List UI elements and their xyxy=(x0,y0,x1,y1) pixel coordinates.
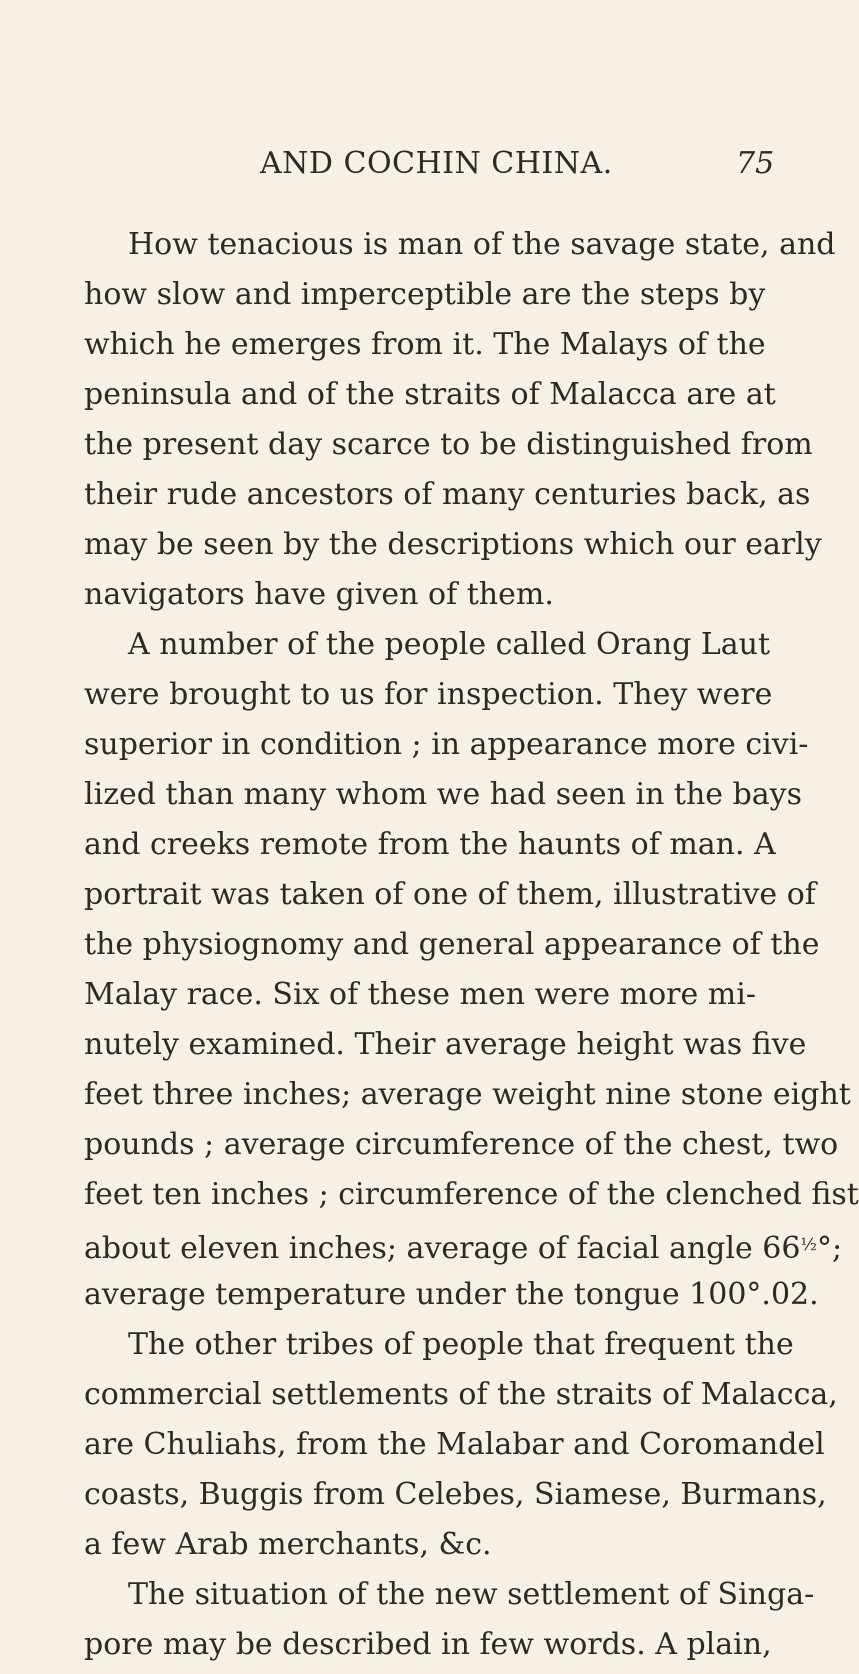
text-line: The situation of the new settlement of Singa- xyxy=(128,1577,815,1612)
text-line: coasts, Buggis from Celebes, Siamese, Burmans, xyxy=(84,1477,827,1512)
text-line: may be seen by the descriptions which our early xyxy=(84,527,822,562)
running-title: AND COCHIN CHINA. xyxy=(260,146,613,181)
text-line: feet ten inches ; circumference of the clenched fist xyxy=(84,1177,859,1212)
text-line: were brought to us for inspection. They were xyxy=(84,677,773,712)
text-line: average temperature under the tongue 100°.02. xyxy=(84,1277,819,1312)
text-line: navigators have given of them. xyxy=(84,577,554,612)
text-line: commercial settlements of the straits of Malacca, xyxy=(84,1377,838,1412)
text-line: How tenacious is man of the savage state, and xyxy=(128,227,836,262)
text-line: pounds ; average circumference of the chest, two xyxy=(84,1127,839,1162)
text-line: pore may be described in few words. A plain, xyxy=(84,1627,772,1662)
text-line: the physiognomy and general appearance of the xyxy=(84,927,820,962)
text-line: peninsula and of the straits of Malacca are at xyxy=(84,377,776,412)
text-line: a few Arab merchants, &c. xyxy=(84,1527,492,1562)
text-line: how slow and imperceptible are the steps by xyxy=(84,277,766,312)
text-line: their rude ancestors of many centuries back, as xyxy=(84,477,811,512)
text-line: portrait was taken of one of them, illustrative of xyxy=(84,877,816,912)
text-line: The other tribes of people that frequent the xyxy=(128,1327,794,1362)
facial-angle-text: about eleven inches; average of facial angle 66 xyxy=(84,1231,801,1266)
text-line-facial-angle xyxy=(84,1224,843,1274)
facial-angle-degree: °; xyxy=(816,1231,843,1266)
text-line: the present day scarce to be distinguished from xyxy=(84,427,813,462)
text-line: feet three inches; average weight nine stone eight xyxy=(84,1077,851,1112)
text-line: Malay race. Six of these men were more mi- xyxy=(84,977,756,1012)
text-line: which he emerges from it. The Malays of the xyxy=(84,327,766,362)
text-line: nutely examined. Their average height was five xyxy=(84,1027,807,1062)
text-line: are Chuliahs, from the Malabar and Coromandel xyxy=(84,1427,825,1462)
facial-angle-fraction: ½ xyxy=(800,1235,817,1255)
text-line: lized than many whom we had seen in the bays xyxy=(84,777,803,812)
page-number: 75 xyxy=(736,146,775,181)
running-head xyxy=(0,146,800,186)
body-text xyxy=(84,224,859,1674)
text-line: superior in condition ; in appearance more civi- xyxy=(84,727,809,762)
text-line: and creeks remote from the haunts of man. A xyxy=(84,827,776,862)
text-line: A number of the people called Orang Laut xyxy=(128,627,771,662)
